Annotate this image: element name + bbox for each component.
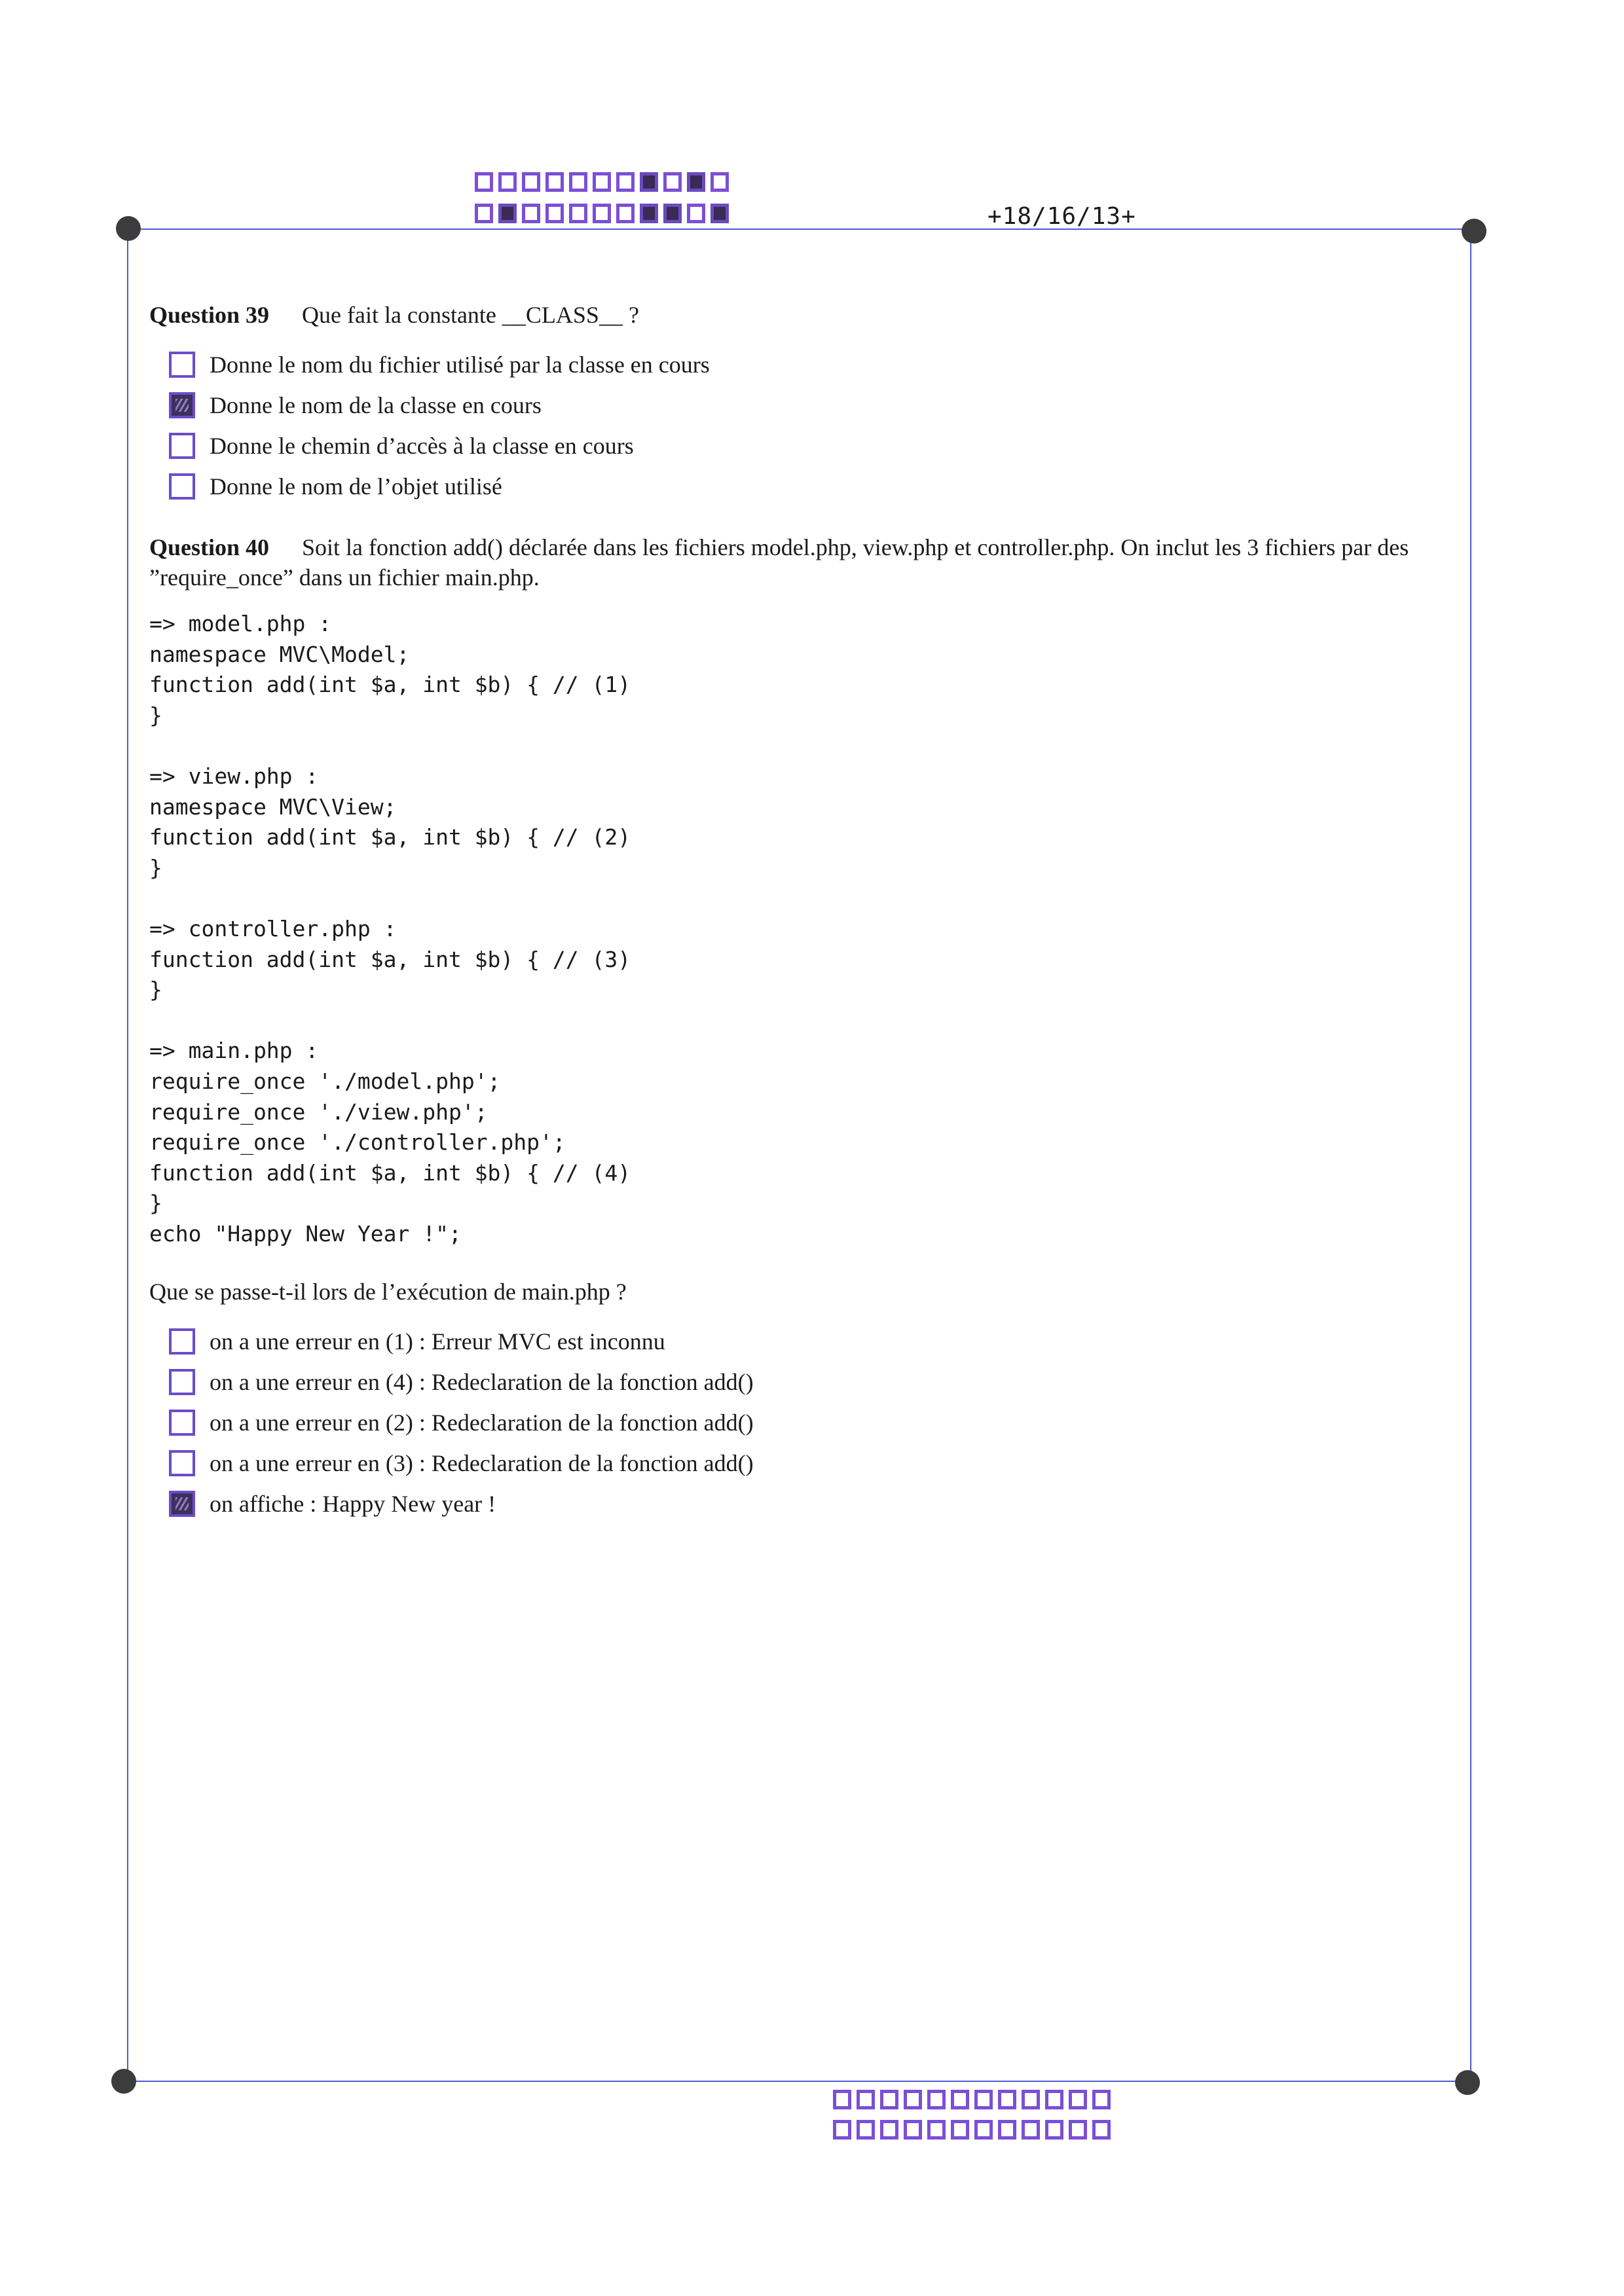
code-line: echo "Happy New Year !"; xyxy=(149,1220,462,1247)
id-box xyxy=(710,172,729,192)
code-line: function add(int $a, int $b) { // (3) xyxy=(149,946,631,972)
code-line: } xyxy=(149,977,162,1003)
id-box xyxy=(663,204,682,223)
question-39-label: Question 39 xyxy=(149,302,270,328)
q40-option-2-text: on a une erreur en (4) : Redeclaration de la fonction add() xyxy=(210,1369,754,1395)
id-box-strip-bottom-2 xyxy=(833,2120,1111,2140)
code-line: require_once './model.php'; xyxy=(149,1068,501,1094)
id-box xyxy=(475,172,493,192)
id-box xyxy=(880,2120,898,2140)
q39-option-3-checkbox[interactable] xyxy=(169,433,195,459)
id-box xyxy=(593,204,611,223)
id-box xyxy=(833,2120,851,2140)
id-box xyxy=(663,172,682,192)
code-line: namespace MVC\View; xyxy=(149,793,397,820)
id-box-strip-top-2 xyxy=(475,204,729,223)
q39-option-1 xyxy=(169,344,710,385)
code-block xyxy=(149,609,631,1249)
id-box xyxy=(904,2120,922,2140)
code-line: namespace MVC\Model; xyxy=(149,641,410,667)
question-39-options xyxy=(169,344,710,507)
id-box xyxy=(569,204,587,223)
id-box xyxy=(475,204,493,223)
id-box xyxy=(522,172,540,192)
id-box xyxy=(1022,2120,1040,2140)
id-box xyxy=(974,2090,993,2109)
code-line: => main.php : xyxy=(149,1038,319,1064)
id-box xyxy=(640,204,658,223)
q39-option-3 xyxy=(169,426,710,466)
q40-option-4 xyxy=(169,1443,754,1484)
id-box xyxy=(951,2120,969,2140)
id-box xyxy=(927,2120,946,2140)
registration-mark-top-left xyxy=(116,216,141,241)
id-box xyxy=(857,2090,875,2109)
code-line: function add(int $a, int $b) { // (1) xyxy=(149,672,631,698)
code-line xyxy=(149,731,631,761)
question-39-text: Que fait la constante __CLASS__ ? xyxy=(302,302,639,328)
id-box xyxy=(687,172,705,192)
id-box xyxy=(593,172,611,192)
code-line: } xyxy=(149,702,162,728)
q40-option-4-checkbox[interactable] xyxy=(169,1450,195,1476)
q40-option-3-text: on a une erreur en (2) : Redeclaration de la fonction add() xyxy=(210,1410,754,1436)
q40-option-2 xyxy=(169,1362,754,1402)
id-box xyxy=(1092,2120,1111,2140)
id-box xyxy=(1092,2090,1111,2109)
id-box-strip-top-1 xyxy=(475,172,729,192)
code-line: } xyxy=(149,1190,162,1216)
registration-mark-bottom-right xyxy=(1455,2070,1480,2095)
id-box xyxy=(710,204,729,223)
question-40 xyxy=(149,532,1459,592)
code-line xyxy=(149,883,631,914)
q39-option-3-text: Donne le chemin d’accès à la classe en cours xyxy=(210,433,634,459)
q39-option-2 xyxy=(169,385,710,426)
id-box xyxy=(545,204,564,223)
code-line: => controller.php : xyxy=(149,915,397,941)
code-line xyxy=(149,1006,631,1036)
q39-option-1-checkbox[interactable] xyxy=(169,352,195,378)
id-box xyxy=(880,2090,898,2109)
registration-mark-top-right xyxy=(1462,219,1486,244)
code-line: function add(int $a, int $b) { // (2) xyxy=(149,824,631,850)
code-line: => model.php : xyxy=(149,611,332,636)
id-box xyxy=(1069,2090,1087,2109)
id-box xyxy=(1022,2090,1040,2109)
q39-option-2-text: Donne le nom de la classe en cours xyxy=(210,392,542,418)
q40-option-1 xyxy=(169,1321,754,1362)
question-40-label: Question 40 xyxy=(149,534,270,560)
code-line: function add(int $a, int $b) { // (4) xyxy=(149,1159,631,1186)
id-box xyxy=(498,204,517,223)
code-line: } xyxy=(149,854,162,881)
q39-option-4 xyxy=(169,466,710,507)
id-box xyxy=(616,172,635,192)
code-line: require_once './view.php'; xyxy=(149,1099,488,1125)
q39-option-2-checkbox[interactable] xyxy=(169,392,195,418)
frame-left-border xyxy=(127,228,128,2082)
id-box xyxy=(1045,2090,1063,2109)
q39-option-1-text: Donne le nom du fichier utilisé par la classe en cours xyxy=(210,352,710,378)
id-box xyxy=(998,2090,1016,2109)
id-box-strip-bottom-1 xyxy=(833,2090,1111,2109)
id-box xyxy=(687,204,705,223)
id-box xyxy=(616,204,635,223)
q40-option-3 xyxy=(169,1402,754,1443)
frame-bottom-border xyxy=(124,2081,1467,2082)
q39-option-4-text: Donne le nom de l’objet utilisé xyxy=(210,473,502,500)
question-40-prompt: Que se passe-t-il lors de l’exécution de main.php ? xyxy=(149,1279,627,1305)
q40-option-5-checkbox[interactable] xyxy=(169,1491,195,1517)
q40-option-4-text: on a une erreur en (3) : Redeclaration de la fonction add() xyxy=(210,1450,754,1476)
id-box xyxy=(974,2120,993,2140)
id-box xyxy=(951,2090,969,2109)
id-box xyxy=(927,2090,946,2109)
id-box xyxy=(1045,2120,1063,2140)
q40-option-1-checkbox[interactable] xyxy=(169,1328,195,1355)
frame-top-border xyxy=(128,228,1473,230)
id-box xyxy=(904,2090,922,2109)
id-box xyxy=(998,2120,1016,2140)
question-39 xyxy=(149,300,1459,330)
q40-option-1-text: on a une erreur en (1) : Erreur MVC est inconnu xyxy=(210,1328,665,1355)
q40-option-3-checkbox[interactable] xyxy=(169,1410,195,1436)
q40-option-5 xyxy=(169,1484,754,1524)
id-box xyxy=(545,172,564,192)
code-line: => view.php : xyxy=(149,763,319,789)
id-box xyxy=(833,2090,851,2109)
q39-option-4-checkbox[interactable] xyxy=(169,473,195,500)
question-40-text: Soit la fonction add() déclarée dans les fichiers model.php, view.php et controller.php. On inclut les 3 fichiers par des ”require_once” dans un fichier main.php. xyxy=(149,534,1409,591)
id-box xyxy=(522,204,540,223)
frame-right-border xyxy=(1470,230,1471,2081)
id-box xyxy=(857,2120,875,2140)
id-box xyxy=(1069,2120,1087,2140)
q40-option-5-text: on affiche : Happy New year ! xyxy=(210,1491,496,1517)
q40-option-2-checkbox[interactable] xyxy=(169,1369,195,1395)
question-40-options xyxy=(169,1321,754,1524)
id-box xyxy=(569,172,587,192)
id-box xyxy=(498,172,517,192)
id-box xyxy=(640,172,658,192)
registration-mark-bottom-left xyxy=(111,2069,136,2094)
page-id: +18/16/13+ xyxy=(987,203,1136,230)
code-line: require_once './controller.php'; xyxy=(149,1129,566,1156)
